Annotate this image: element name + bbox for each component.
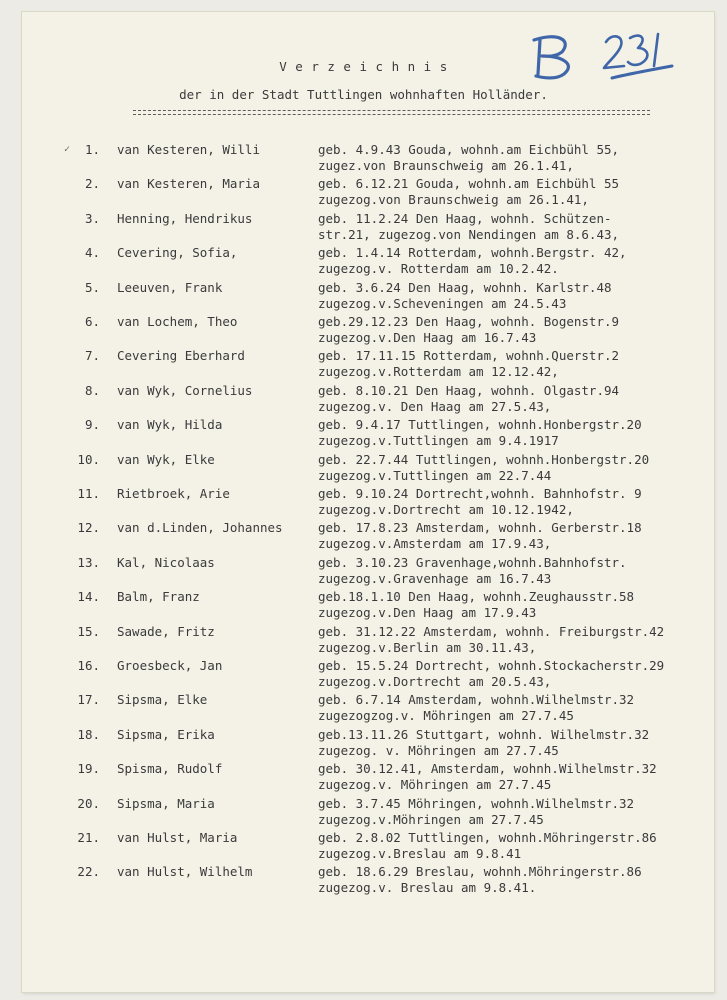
entry-birth-residence: geb. 9.4.17 Tuttlingen, wohnh.Honbergstr.20 — [318, 417, 642, 433]
entry-name: van Kesteren, Maria — [117, 176, 260, 192]
entry-name: van Wyk, Elke — [117, 451, 215, 467]
title-rule-top — [133, 110, 650, 111]
entry-name: Sipsma, Maria — [117, 795, 215, 811]
entry-moved-from: zugezogzog.v. Möhringen am 27.7.45 — [318, 708, 574, 724]
list-item — [0, 245, 727, 279]
list-item — [0, 417, 727, 451]
list-item — [0, 348, 727, 382]
entry-birth-residence: geb. 3.10.23 Gravenhage,wohnh.Bahnhofstr. — [318, 554, 627, 570]
list-item — [0, 211, 727, 245]
entry-name: Balm, Franz — [117, 589, 200, 605]
entry-number: 22. — [77, 864, 100, 880]
list-item — [0, 280, 727, 314]
list-item — [0, 624, 727, 658]
entry-number: 21. — [77, 830, 100, 845]
entry-number: 14. — [77, 589, 100, 605]
entry-number: 5. — [84, 279, 100, 295]
entry-birth-residence: geb. 18.6.29 Breslau, wohnh.Möhringerstr.86 — [318, 864, 642, 880]
list-item — [0, 692, 727, 726]
archive-signature-stamp — [528, 26, 678, 88]
entry-number: 18. — [77, 726, 100, 742]
entry-name: Henning, Hendrikus — [117, 210, 253, 226]
entry-name: Rietbroek, Arie — [117, 486, 230, 501]
entry-birth-residence: geb. 11.2.24 Den Haag, wohnh. Schützen- — [318, 210, 612, 226]
entry-name: van Wyk, Hilda — [117, 417, 223, 433]
entry-birth-residence: geb. 17.11.15 Rotterdam, wohnh.Querstr.2 — [318, 348, 620, 364]
entry-birth-residence: geb. 17.8.23 Amsterdam, wohnh. Gerberstr.18 — [318, 520, 642, 536]
entry-moved-from: zugezog.v.Möhringen am 27.7.45 — [318, 811, 544, 827]
entry-number: 16. — [77, 658, 100, 673]
entry-moved-from: zugezog.v.Tuttlingen am 22.7.44 — [318, 467, 552, 483]
entry-birth-residence: geb. 6.12.21 Gouda, wohnh.am Eichbühl 55 — [318, 176, 620, 192]
entry-name: Cevering, Sofia, — [117, 245, 238, 261]
entry-birth-residence: geb. 3.7.45 Möhringen, wohnh.Wilhelmstr.32 — [318, 795, 635, 811]
entry-name: Spisma, Rudolf — [117, 761, 223, 777]
entry-number: 15. — [77, 623, 100, 639]
list-item — [0, 796, 727, 830]
document-subtitle: der in der Stadt Tuttlingen wohnhaften Holländer. — [179, 87, 548, 102]
entry-birth-residence: geb. 4.9.43 Gouda, wohnh.am Eichbühl 55, — [318, 142, 620, 157]
entry-name: Groesbeck, Jan — [117, 658, 223, 673]
list-item — [0, 314, 727, 348]
entry-name: van d.Linden, Johannes — [117, 520, 283, 536]
entry-moved-from: zugezog.v.Dortrecht am 10.12.1942, — [318, 502, 574, 517]
entry-number: 11. — [77, 486, 100, 501]
entry-birth-residence: geb. 8.10.21 Den Haag, wohnh. Olgastr.94 — [318, 382, 620, 398]
entry-moved-from: zugezog. v. Möhringen am 27.7.45 — [318, 742, 559, 758]
tick-mark: ✓ — [64, 144, 71, 155]
entry-number: 2. — [84, 176, 100, 192]
list-item — [0, 452, 727, 486]
entry-birth-residence: geb. 15.5.24 Dortrecht, wohnh.Stockacherstr.29 — [318, 658, 665, 673]
entry-number: 20. — [77, 795, 100, 811]
list-item — [0, 727, 727, 761]
entry-number: 8. — [84, 382, 100, 398]
entry-name: Kal, Nicolaas — [117, 554, 215, 570]
entry-number: 13. — [77, 554, 100, 570]
entry-number: 19. — [77, 761, 100, 777]
entry-moved-from: str.21, zugezog.von Nendingen am 8.6.43, — [318, 226, 620, 242]
entry-moved-from: zugezog.v.Tuttlingen am 9.4.1917 — [318, 433, 559, 449]
entry-number: 4. — [84, 245, 100, 261]
list-item — [0, 176, 727, 210]
entry-birth-residence: geb. 3.6.24 Den Haag, wohnh. Karlstr.48 — [318, 279, 612, 295]
entry-name: van Kesteren, Willi — [117, 142, 260, 157]
list-item — [0, 486, 727, 520]
list-item — [0, 520, 727, 554]
entry-moved-from: zugezog.v.Den Haag am 17.9.43 — [318, 605, 537, 621]
entry-number: 6. — [84, 314, 100, 329]
entry-moved-from: zugezog.v.Dortrecht am 20.5.43, — [318, 674, 552, 689]
entry-birth-residence: geb. 22.7.44 Tuttlingen, wohnh.Honbergstr.20 — [318, 451, 650, 467]
entry-number: 7. — [84, 348, 100, 364]
entry-birth-residence: geb.18.1.10 Den Haag, wohnh.Zeughausstr.58 — [318, 589, 635, 605]
entry-name: Sipsma, Erika — [117, 726, 215, 742]
entry-birth-residence: geb.13.11.26 Stuttgart, wohnh. Wilhelmstr.32 — [318, 726, 650, 742]
entry-birth-residence: geb. 1.4.14 Rotterdam, wohnh.Bergstr. 42, — [318, 245, 627, 261]
entry-moved-from: zugezog.v.Gravenhage am 16.7.43 — [318, 570, 552, 586]
document-title: V e r z e i c h n i s — [279, 59, 448, 74]
list-item — [0, 864, 727, 898]
entry-name: van Lochem, Theo — [117, 314, 238, 329]
list-item — [0, 555, 727, 589]
entry-name: Sipsma, Elke — [117, 692, 208, 708]
entry-moved-from: zugez.von Braunschweig am 26.1.41, — [318, 158, 574, 173]
entry-birth-residence: geb. 2.8.02 Tuttlingen, wohnh.Möhringerstr.86 — [318, 830, 657, 845]
entry-number: 10. — [77, 451, 100, 467]
list-item — [0, 142, 727, 176]
list-item — [0, 761, 727, 795]
entry-moved-from: zugezog.v.Berlin am 30.11.43, — [318, 639, 537, 655]
entry-name: van Hulst, Maria — [117, 830, 238, 845]
entry-moved-from: zugezog.von Braunschweig am 26.1.41, — [318, 192, 589, 208]
entry-moved-from: zugezog.v. Rotterdam am 10.2.42. — [318, 261, 559, 277]
entry-name: Leeuven, Frank — [117, 279, 223, 295]
entry-name: Cevering Eberhard — [117, 348, 245, 364]
entry-moved-from: zugezog.v. Möhringen am 27.7.45 — [318, 777, 552, 793]
entry-moved-from: zugezog.v.Den Haag am 16.7.43 — [318, 330, 537, 345]
entry-number: 1. — [84, 142, 100, 157]
entry-moved-from: zugezog.v.Amsterdam am 17.9.43, — [318, 536, 552, 552]
entry-moved-from: zugezog.v.Scheveningen am 24.5.43 — [318, 295, 567, 311]
title-rule-bottom — [133, 114, 650, 115]
list-item — [0, 383, 727, 417]
entry-moved-from: zugezog.v.Rotterdam am 12.12.42, — [318, 364, 559, 380]
entry-number: 12. — [77, 520, 100, 536]
entry-name: Sawade, Fritz — [117, 623, 215, 639]
entry-birth-residence: geb.29.12.23 Den Haag, wohnh. Bogenstr.9 — [318, 314, 620, 329]
entry-number: 17. — [77, 692, 100, 708]
entry-birth-residence: geb. 30.12.41, Amsterdam, wohnh.Wilhelmstr.32 — [318, 761, 657, 777]
list-item — [0, 658, 727, 692]
list-item — [0, 830, 727, 864]
entry-birth-residence: geb. 6.7.14 Amsterdam, wohnh.Wilhelmstr.32 — [318, 692, 635, 708]
entry-moved-from: zugezog.v. Den Haag am 27.5.43, — [318, 398, 552, 414]
list-item — [0, 589, 727, 623]
entry-name: van Wyk, Cornelius — [117, 382, 253, 398]
entry-moved-from: zugezog.v. Breslau am 9.8.41. — [318, 880, 537, 896]
entry-number: 9. — [84, 417, 100, 433]
entry-birth-residence: geb. 9.10.24 Dortrecht,wohnh. Bahnhofstr. 9 — [318, 486, 642, 501]
entry-name: van Hulst, Wilhelm — [117, 864, 253, 880]
entry-moved-from: zugezog.v.Breslau am 9.8.41 — [318, 846, 522, 861]
entry-birth-residence: geb. 31.12.22 Amsterdam, wohnh. Freiburgstr.42 — [318, 623, 665, 639]
entry-number: 3. — [84, 210, 100, 226]
